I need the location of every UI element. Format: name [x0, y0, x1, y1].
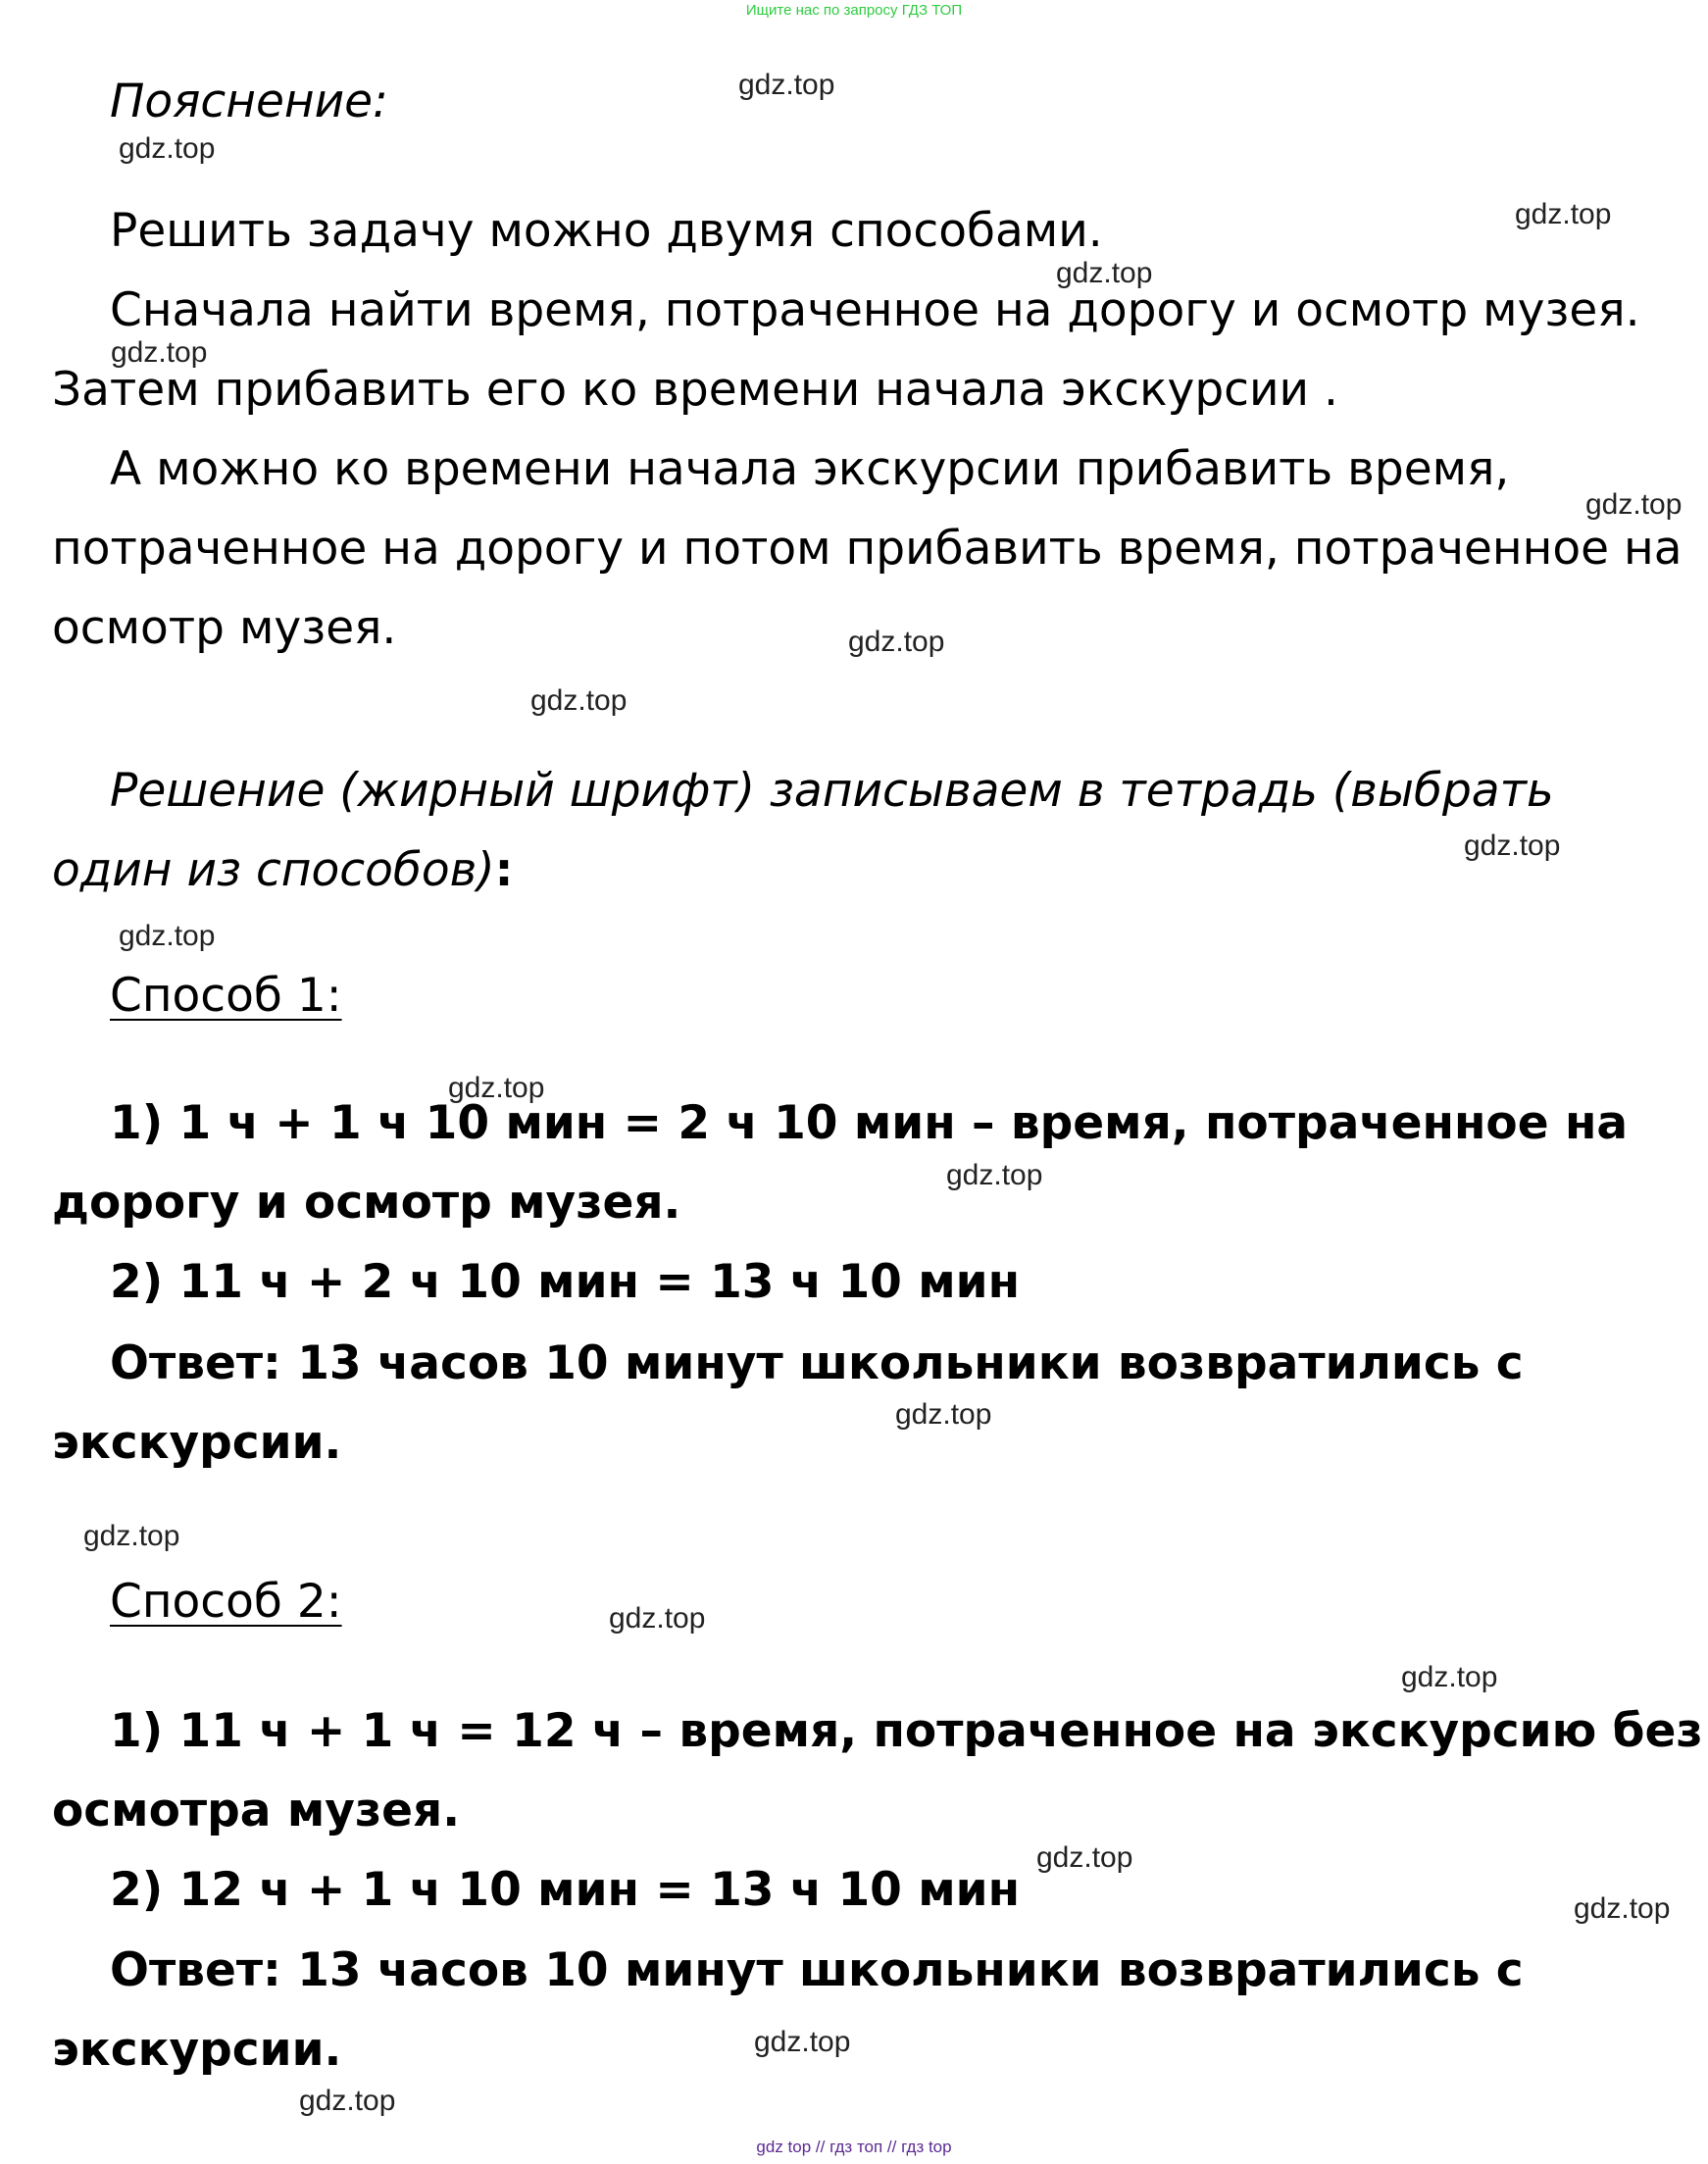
explanation-line: Сначала найти время, потраченное на дорогу и осмотр музея.	[110, 283, 1640, 337]
watermark: gdz.top	[895, 1398, 992, 1431]
top-banner: Ищите нас по запросу ГДЗ ТОП	[745, 2, 963, 19]
instruction-line: Решение (жирный шрифт) записываем в тетрадь (выбрать	[110, 764, 1554, 818]
instruction-colon: :	[494, 843, 514, 897]
explanation-line: потраченное на дорогу и потом прибавить время, потраченное на	[52, 522, 1683, 576]
explanation-line: осмотр музея.	[52, 601, 397, 655]
watermark: gdz.top	[119, 920, 216, 952]
watermark: gdz.top	[1515, 198, 1612, 230]
method2-line: осмотра музея.	[52, 1784, 461, 1837]
watermark: gdz.top	[1401, 1661, 1498, 1693]
method1-line: 1) 1 ч + 1 ч 10 мин = 2 ч 10 мин – время, потраченное на	[110, 1096, 1629, 1150]
method2-line: 1) 11 ч + 1 ч = 12 ч – время, потраченное на экскурсию без	[110, 1704, 1703, 1758]
watermark: gdz.top	[754, 2026, 851, 2058]
method1-line: дорогу и осмотр музея.	[52, 1176, 681, 1230]
explanation-heading: Пояснение:	[110, 75, 388, 128]
explanation-line: Затем прибавить его ко времени начала экскурсии .	[52, 363, 1338, 417]
watermark: gdz.top	[848, 626, 945, 658]
method1-heading: Способ 1:	[110, 969, 342, 1023]
instruction-text: один из способов)	[52, 843, 495, 897]
explanation-line: Решить задачу можно двумя способами.	[110, 204, 1103, 258]
watermark: gdz.top	[299, 2085, 396, 2117]
method2-line: 2) 12 ч + 1 ч 10 мин = 13 ч 10 мин	[110, 1863, 1021, 1917]
watermark: gdz.top	[119, 132, 216, 165]
watermark: gdz.top	[83, 1520, 180, 1552]
method2-heading: Способ 2:	[110, 1575, 342, 1629]
method2-answer: Ответ: 13 часов 10 минут школьники возвратились с	[110, 1943, 1524, 1997]
watermark: gdz.top	[738, 69, 835, 101]
explanation-line: А можно ко времени начала экскурсии прибавить время,	[110, 442, 1510, 496]
watermark: gdz.top	[111, 336, 208, 369]
watermark: gdz.top	[1574, 1892, 1671, 1925]
method2-answer: экскурсии.	[52, 2023, 342, 2077]
method1-answer: Ответ: 13 часов 10 минут школьники возвратились с	[110, 1336, 1524, 1390]
watermark: gdz.top	[609, 1602, 706, 1635]
watermark: gdz.top	[1585, 488, 1683, 521]
method1-answer: экскурсии.	[52, 1416, 342, 1470]
method1-line: 2) 11 ч + 2 ч 10 мин = 13 ч 10 мин	[110, 1255, 1021, 1309]
watermark: gdz.top	[448, 1072, 545, 1104]
footer: gdz top // гдз топ // гдз top	[756, 2138, 952, 2156]
watermark: gdz.top	[1464, 830, 1561, 862]
watermark: gdz.top	[530, 684, 628, 717]
instruction-line	[52, 843, 514, 897]
watermark: gdz.top	[1056, 257, 1153, 289]
watermark: gdz.top	[946, 1159, 1043, 1191]
watermark: gdz.top	[1036, 1841, 1133, 1874]
